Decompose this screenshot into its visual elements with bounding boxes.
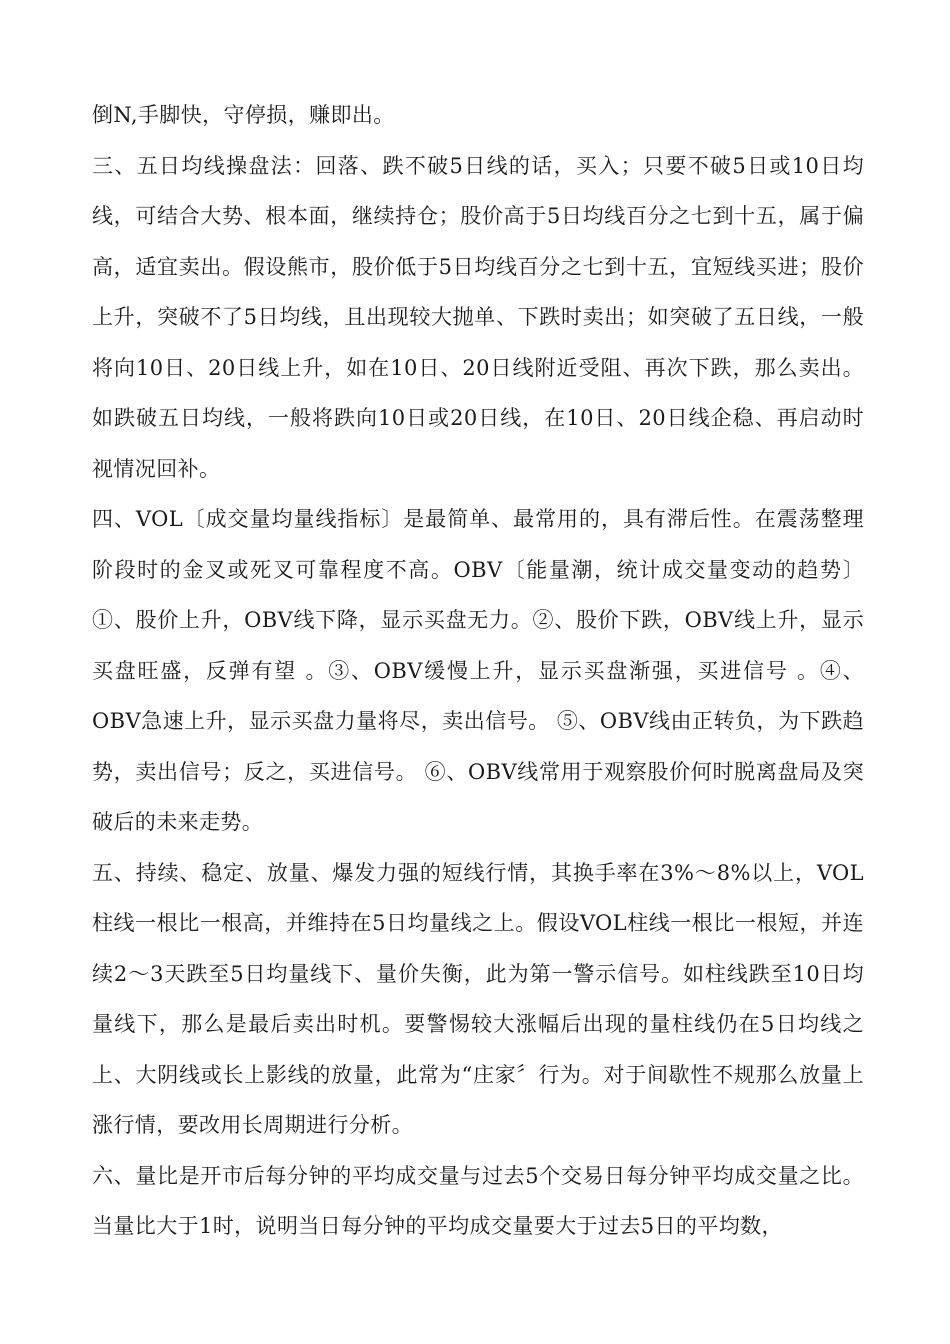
document-body <box>92 90 864 1252</box>
paragraph-intro: 倒N,手脚快，守停损，赚即出。 <box>92 103 395 127</box>
paragraph-section-3: 三、五日均线操盘法：回落、跌不破5日线的话，买入；只要不破5日或10日均线，可结合大势、根本面，继续持仓；股价高于5日均线百分之七到十五，属于偏高，适宜卖出。假设熊市，股价低于5日均线百分之七到十五，宜短线买进；股价上升，突破不了5日均线，且出现较大抛单、下跌时卖出；如突破了五日线，一般将向10日、20日线上升，如在10日、20日线附近受阻、再次下跌，那么卖出。如跌破五日均线，一般将跌向10日或20日线，在10日、20日线企稳、再启动时视情况回补。 <box>92 153 864 481</box>
paragraph-section-5: 五、持续、稳定、放量、爆发力强的短线行情，其换手率在3%～8%以上，VOL柱线一根比一根高，并维持在5日均量线之上。假设VOL柱线一根比一根短，并连续2～3天跌至5日均量线下、量价失衡，此为第一警示信号。如柱线跌至10日均量线下，那么是最后卖出时机。要警惕较大涨幅后出现的量柱线仍在5日均线之上、大阴线或长上影线的放量，此常为“庄家〞行为。对于间歇性不规那么放量上涨行情，要改用长周期进行分析。 <box>92 860 864 1137</box>
paragraph-section-4: 四、VOL〔成交量均量线指标〕是最简单、最常用的，具有滞后性。在震荡整理阶段时的金叉或死叉可靠程度不高。OBV〔能量潮，统计成交量变动的趋势〕①、股价上升，OBV线下降，显示买盘无力。②、股价下跌，OBV线上升，显示买盘旺盛，反弹有望 。③、OBV缓慢上升，显示买盘渐强，买进信号 。④、OBV急速上升，显示买盘力量将尽，卖出信号。 ⑤、OBV线由正转负，为下跌趋势，卖出信号；反之，买进信号。 ⑥、OBV线常用于观察股价何时脱离盘局及突破后的未来走势。 <box>92 507 864 834</box>
paragraph-section-6: 六、量比是开市后每分钟的平均成交量与过去5个交易日每分钟平均成交量之比。当量比大于1时，说明当日每分钟的平均成交量要大于过去5日的平均数， <box>92 1163 864 1238</box>
